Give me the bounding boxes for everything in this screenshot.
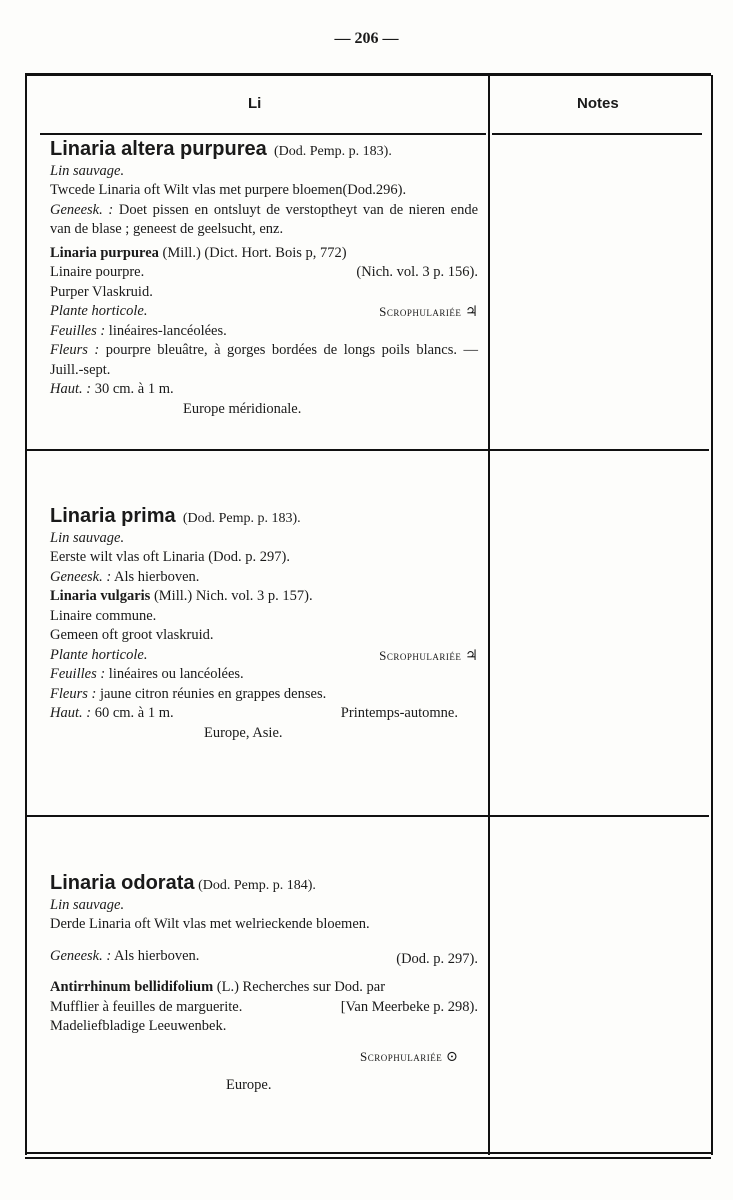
height-label: Haut. :: [50, 705, 92, 721]
entry-title: Linaria odorata: [50, 872, 195, 894]
flowering-season: Printemps-automne.: [340, 705, 458, 721]
french-name: Linaire commune.: [50, 607, 157, 624]
geneesk-label: Geneesk. :: [50, 568, 112, 585]
perennial-symbol: ♃: [465, 304, 478, 320]
region: Europe, Asie.: [204, 724, 283, 741]
common-name: Lin sauvage.: [50, 896, 125, 913]
height-text: 30 cm. à 1 m.: [94, 381, 174, 397]
entry-linaria-odorata: [50, 874, 478, 1096]
header-rule-left: [40, 133, 486, 135]
height-text: 60 cm. à 1 m.: [94, 705, 174, 721]
leaves-label: Feuilles :: [50, 322, 106, 339]
flowers-label: Fleurs :: [50, 685, 97, 702]
table-bottom-rule-double: [25, 1157, 711, 1159]
dutch-description: Eerste wilt vlas oft Linaria (Dod. p. 297).: [50, 549, 290, 565]
entry-title: Linaria prima: [50, 505, 176, 527]
plant-type: Plante horticole.: [50, 303, 148, 319]
dutch-description: Twcede Linaria oft Wilt vlas met purpere bloemen(Dod.296).: [50, 182, 407, 198]
dutch-name: Purper Vlaskruid.: [50, 283, 153, 300]
family-name: Scrophulariée: [359, 1048, 443, 1064]
leaves-text: linéaires-lancéolées.: [108, 322, 227, 339]
entry-linaria-prima: [50, 507, 478, 743]
column-separator: [488, 75, 490, 1155]
synonym-reference: (Mill.) (Dict. Hort. Bois p, 772): [162, 244, 347, 261]
common-name: Lin sauvage.: [50, 529, 125, 546]
family-name: Scrophulariée: [379, 304, 462, 319]
flowers-text: jaune citron réunies en grappes denses.: [99, 685, 327, 702]
annual-symbol: ⊙: [445, 1048, 458, 1065]
dutch-name: Madeliefbladige Leeuwenbek.: [50, 1018, 227, 1034]
page-number: — 206 —: [334, 30, 399, 47]
perennial-symbol: ♃: [465, 647, 478, 664]
column-header-notes: Notes: [577, 95, 619, 112]
column-header-li: Li: [248, 95, 262, 112]
geneesk-text: Als hierboven.: [114, 568, 200, 585]
common-name: Lin sauvage.: [50, 162, 125, 179]
geneesk-label: Geneesk. :: [50, 201, 114, 218]
entry-separator-2-notes: [490, 815, 709, 817]
geneesk-label: Geneesk. :: [50, 947, 112, 964]
plant-type: Plante horticole.: [50, 646, 148, 663]
dodoens-reference: (Dod. p. 297).: [396, 950, 478, 967]
entry-reference: (Dod. Pemp. p. 184).: [198, 878, 316, 893]
leaves-label: Feuilles :: [50, 666, 106, 682]
entry-linaria-altera-purpurea: [50, 140, 478, 419]
table-bottom-rule: [25, 1152, 711, 1154]
entry-separator-1: [27, 449, 488, 451]
synonym-reference: (Mill.) Nich. vol. 3 p. 157).: [153, 588, 313, 604]
flowers-text: pourpre bleuâtre, à gorges bordées de longs poils blancs. — Juill.-sept.: [50, 342, 478, 378]
synonym-name: Antirrhinum bellidifolium: [50, 979, 214, 995]
geneesk-text: Als hierboven.: [114, 947, 200, 964]
region: Europe méridionale.: [183, 400, 302, 417]
dutch-name: Gemeen oft groot vlaskruid.: [50, 627, 214, 643]
synonym-name: Linaria purpurea: [50, 244, 159, 261]
dutch-description: Derde Linaria oft Wilt vlas met welrieckende bloemen.: [50, 916, 370, 932]
entry-reference: (Dod. Pemp. p. 183).: [182, 511, 301, 526]
height-label: Haut. :: [50, 381, 92, 397]
entry-reference: (Dod. Pemp. p. 183).: [274, 144, 392, 159]
french-name: Linaire pourpre.: [50, 264, 145, 280]
nicholson-reference: (Nich. vol. 3 p. 156).: [356, 264, 478, 280]
geneesk-text: Doet pissen en ontsluyt de verstoptheyt van de nieren ende van de blase ; geneest de geelsucht, enz.: [50, 201, 479, 237]
region: Europe.: [226, 1077, 272, 1093]
entry-separator-1-notes: [490, 449, 709, 451]
meerbeke-reference: [Van Meerbeke p. 298).: [340, 998, 478, 1015]
entry-title: Linaria altera purpurea: [50, 138, 267, 160]
family-name: Scrophulariée: [379, 647, 462, 663]
flowers-label: Fleurs :: [50, 342, 100, 358]
header-rule-right: [492, 133, 702, 135]
leaves-text: linéaires ou lancéolées.: [108, 666, 244, 682]
synonym-name: Linaria vulgaris: [50, 588, 151, 604]
synonym-reference: (L.) Recherches sur Dod. par: [216, 979, 386, 995]
entry-separator-2: [27, 815, 488, 817]
french-name: Mufflier à feuilles de marguerite.: [50, 998, 243, 1015]
